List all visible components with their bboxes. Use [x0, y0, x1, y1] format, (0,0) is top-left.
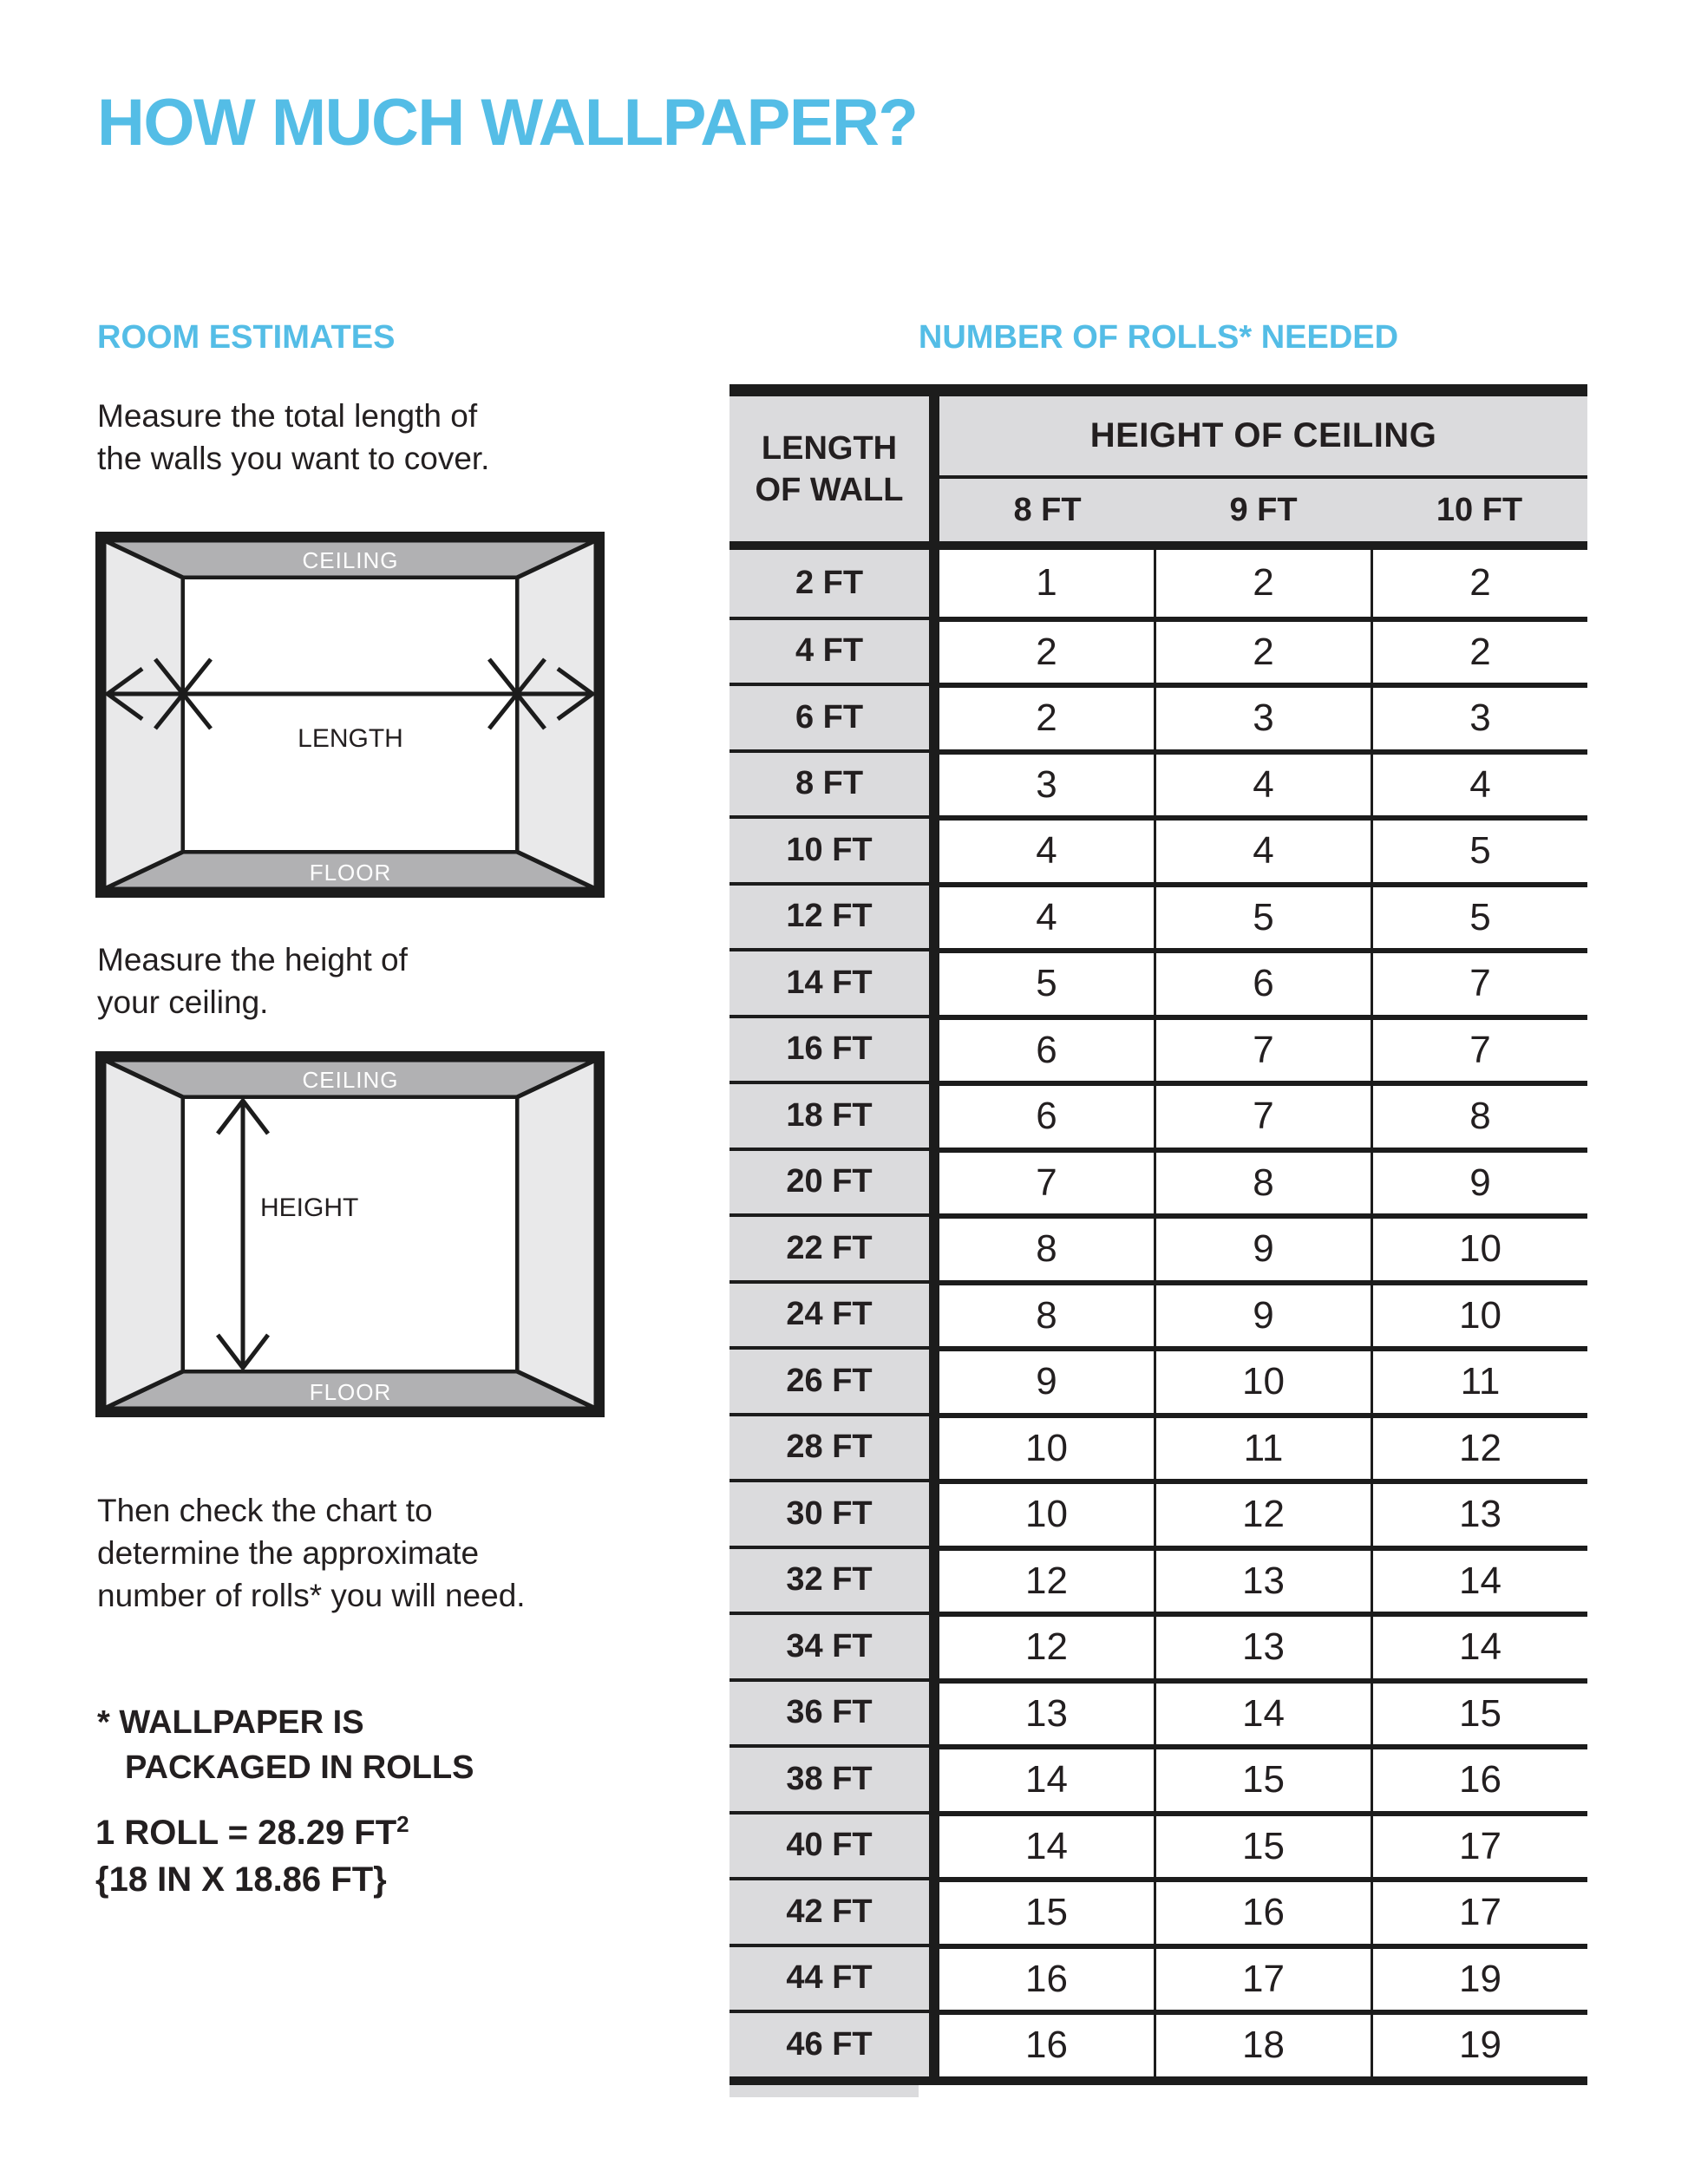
- room-length-diagram: [95, 532, 605, 898]
- floor-label: FLOOR: [309, 1379, 392, 1405]
- table-row: [730, 815, 1587, 882]
- table-row: [730, 617, 1587, 683]
- section-heading-rolls-needed: NUMBER OF ROLLS* NEEDED: [918, 319, 1399, 356]
- page-title: HOW MUCH WALLPAPER?: [97, 86, 918, 160]
- right-wall-surface: [517, 1060, 596, 1409]
- length-label: LENGTH: [298, 724, 403, 753]
- table-row: [730, 1015, 1587, 1082]
- roll-count-cell: 8: [1154, 1148, 1371, 1214]
- roll-count-cell: 9: [1154, 1213, 1371, 1280]
- roll-count-cell: 4: [1154, 815, 1371, 882]
- roll-count-cell: 7: [1371, 1015, 1587, 1082]
- roll-count-cell: 9: [939, 1346, 1154, 1413]
- wall-length-cell: 38 FT: [730, 1744, 939, 1811]
- roll-count-cell: 3: [1371, 683, 1587, 749]
- instruction-line: your ceiling.: [97, 984, 269, 1020]
- table-body: [730, 550, 1587, 2076]
- roll-count-cell: 17: [1371, 1877, 1587, 1944]
- wall-length-cell: 40 FT: [730, 1811, 939, 1878]
- corner-header-length-of-wall: [730, 396, 939, 541]
- roll-count-cell: 2: [1154, 617, 1371, 683]
- roll-area-text: 1 ROLL = 28.29 FT: [95, 1814, 397, 1852]
- wall-length-cell: 10 FT: [730, 815, 939, 882]
- back-wall-surface: [183, 1097, 517, 1371]
- column-group-header-height-of-ceiling: HEIGHT OF CEILING: [939, 396, 1587, 479]
- wall-length-cell: 44 FT: [730, 1944, 939, 2011]
- table-row: [730, 1213, 1587, 1280]
- roll-count-cell: 11: [1154, 1413, 1371, 1480]
- roll-count-cell: 14: [1371, 1612, 1587, 1678]
- roll-count-cell: 15: [1154, 1811, 1371, 1878]
- roll-area-line: [95, 1811, 409, 1858]
- column-header-9ft: 9 FT: [1229, 491, 1298, 528]
- table-row: [730, 1612, 1587, 1678]
- roll-count-cell: 4: [939, 882, 1154, 949]
- table-row: [730, 1081, 1587, 1148]
- instruction-line: determine the approximate: [97, 1535, 480, 1571]
- instruction-line: Measure the height of: [97, 942, 408, 978]
- wall-length-cell: 12 FT: [730, 882, 939, 949]
- roll-count-cell: 4: [1154, 749, 1371, 816]
- roll-count-cell: 2: [939, 683, 1154, 749]
- instruction-check-chart: [97, 1489, 526, 1617]
- wall-length-cell: 4 FT: [730, 617, 939, 683]
- roll-count-cell: 14: [939, 1744, 1154, 1811]
- table-row: [730, 1479, 1587, 1546]
- wall-length-cell: 2 FT: [730, 550, 939, 617]
- table-header: [730, 396, 1587, 550]
- table-row: [730, 550, 1587, 617]
- roll-count-cell: 2: [1371, 617, 1587, 683]
- roll-dimensions-line: {18 IN X 18.86 FT}: [95, 1860, 387, 1899]
- roll-count-cell: 17: [1371, 1811, 1587, 1878]
- roll-count-cell: 6: [939, 1081, 1154, 1148]
- roll-count-cell: 3: [939, 749, 1154, 816]
- roll-count-cell: 10: [1371, 1213, 1587, 1280]
- roll-count-cell: 6: [939, 1015, 1154, 1082]
- section-heading-room-estimates: ROOM ESTIMATES: [97, 319, 396, 356]
- table-row: [730, 882, 1587, 949]
- roll-count-cell: 5: [939, 948, 1154, 1015]
- table-row: [730, 1678, 1587, 1745]
- wall-length-cell: 32 FT: [730, 1546, 939, 1612]
- roll-count-cell: 15: [1154, 1744, 1371, 1811]
- wall-length-cell: 26 FT: [730, 1346, 939, 1413]
- column-header-10ft: 10 FT: [1436, 491, 1523, 528]
- ceiling-label: CEILING: [302, 1067, 399, 1093]
- column-header-8ft: 8 FT: [1013, 491, 1082, 528]
- roll-count-cell: 15: [1371, 1678, 1587, 1745]
- wall-length-cell: 6 FT: [730, 683, 939, 749]
- table-row: [730, 683, 1587, 749]
- roll-count-cell: 18: [1154, 2010, 1371, 2076]
- roll-count-cell: 13: [1154, 1546, 1371, 1612]
- instruction-measure-height: [97, 938, 408, 1023]
- roll-count-cell: 6: [1154, 948, 1371, 1015]
- roll-count-cell: 3: [1154, 683, 1371, 749]
- roll-count-cell: 8: [939, 1213, 1154, 1280]
- rolls-footnote: [97, 1700, 474, 1790]
- squared-superscript: 2: [396, 1811, 409, 1837]
- room-height-diagram: [95, 1051, 605, 1417]
- roll-count-cell: 4: [1371, 749, 1587, 816]
- roll-count-cell: 12: [939, 1612, 1154, 1678]
- roll-count-cell: 4: [939, 815, 1154, 882]
- roll-count-cell: 13: [1371, 1479, 1587, 1546]
- floor-label: FLOOR: [309, 860, 392, 886]
- roll-count-cell: 7: [1154, 1015, 1371, 1082]
- roll-count-cell: 12: [1154, 1479, 1371, 1546]
- roll-count-cell: 12: [939, 1546, 1154, 1612]
- wall-length-cell: 46 FT: [730, 2010, 939, 2076]
- table-row: [730, 1877, 1587, 1944]
- height-label: HEIGHT: [260, 1193, 359, 1222]
- roll-count-cell: 19: [1371, 1944, 1587, 2011]
- table-row: [730, 749, 1587, 816]
- wall-length-cell: 22 FT: [730, 1213, 939, 1280]
- wall-length-cell: 24 FT: [730, 1280, 939, 1347]
- instruction-line: Measure the total length of: [97, 398, 478, 434]
- wall-length-cell: 42 FT: [730, 1877, 939, 1944]
- table-row: [730, 1546, 1587, 1612]
- roll-count-cell: 10: [939, 1479, 1154, 1546]
- right-wall-surface: [517, 540, 596, 889]
- roll-count-cell: 7: [939, 1148, 1154, 1214]
- table-row: [730, 1811, 1587, 1878]
- corner-header-line: LENGTH: [761, 429, 898, 467]
- table-row: [730, 1413, 1587, 1480]
- roll-count-cell: 9: [1371, 1148, 1587, 1214]
- roll-count-cell: 16: [939, 1944, 1154, 2011]
- roll-count-cell: 5: [1371, 815, 1587, 882]
- wall-length-cell: 8 FT: [730, 749, 939, 816]
- roll-count-cell: 13: [1154, 1612, 1371, 1678]
- table-row: [730, 1944, 1587, 2011]
- roll-count-cell: 19: [1371, 2010, 1587, 2076]
- table-row: [730, 1346, 1587, 1413]
- roll-count-cell: 14: [1154, 1678, 1371, 1745]
- roll-count-cell: 14: [1371, 1546, 1587, 1612]
- table-row: [730, 1280, 1587, 1347]
- roll-count-cell: 10: [1371, 1280, 1587, 1347]
- roll-count-cell: 8: [1371, 1081, 1587, 1148]
- roll-count-cell: 11: [1371, 1346, 1587, 1413]
- roll-count-cell: 7: [1154, 1081, 1371, 1148]
- roll-count-cell: 15: [939, 1877, 1154, 1944]
- roll-count-cell: 5: [1371, 882, 1587, 949]
- roll-count-cell: 17: [1154, 1944, 1371, 2011]
- roll-count-cell: 13: [939, 1678, 1154, 1745]
- ceiling-header-group: [939, 396, 1587, 541]
- wall-length-cell: 36 FT: [730, 1678, 939, 1745]
- roll-count-cell: 10: [1154, 1346, 1371, 1413]
- wall-length-cell: 34 FT: [730, 1612, 939, 1678]
- roll-count-cell: 2: [1371, 550, 1587, 617]
- table-row: [730, 2010, 1587, 2076]
- instruction-measure-length: [97, 395, 489, 480]
- left-wall-surface: [104, 1060, 183, 1409]
- table-row: [730, 948, 1587, 1015]
- wall-length-cell: 14 FT: [730, 948, 939, 1015]
- wall-length-cell: 18 FT: [730, 1081, 939, 1148]
- roll-count-cell: 16: [1371, 1744, 1587, 1811]
- back-wall-surface: [183, 578, 517, 852]
- wall-length-cell: 20 FT: [730, 1148, 939, 1214]
- footnote-line: PACKAGED IN ROLLS: [125, 1749, 474, 1786]
- instruction-line: Then check the chart to: [97, 1493, 433, 1528]
- roll-size-info: [95, 1811, 409, 1901]
- footnote-line: * WALLPAPER IS: [97, 1704, 364, 1741]
- table-row: [730, 1744, 1587, 1811]
- wall-length-cell: 28 FT: [730, 1413, 939, 1480]
- column-headers-row: [939, 479, 1587, 541]
- roll-count-cell: 1: [939, 550, 1154, 617]
- rolls-table: [730, 384, 1587, 2085]
- roll-count-cell: 14: [939, 1811, 1154, 1878]
- roll-count-cell: 2: [939, 617, 1154, 683]
- roll-count-cell: 16: [939, 2010, 1154, 2076]
- roll-count-cell: 8: [939, 1280, 1154, 1347]
- table-row: [730, 1148, 1587, 1214]
- ceiling-label: CEILING: [302, 547, 399, 573]
- roll-count-cell: 16: [1154, 1877, 1371, 1944]
- instruction-line: number of rolls* you will need.: [97, 1578, 526, 1613]
- roll-count-cell: 7: [1371, 948, 1587, 1015]
- roll-count-cell: 9: [1154, 1280, 1371, 1347]
- roll-count-cell: 10: [939, 1413, 1154, 1480]
- wall-length-cell: 30 FT: [730, 1479, 939, 1546]
- left-wall-surface: [104, 540, 183, 889]
- corner-header-line: OF WALL: [755, 471, 904, 508]
- roll-count-cell: 2: [1154, 550, 1371, 617]
- instruction-line: the walls you want to cover.: [97, 441, 490, 476]
- wall-length-cell: 16 FT: [730, 1015, 939, 1082]
- roll-count-cell: 5: [1154, 882, 1371, 949]
- roll-count-cell: 12: [1371, 1413, 1587, 1480]
- table-footer-stub: [730, 2085, 919, 2097]
